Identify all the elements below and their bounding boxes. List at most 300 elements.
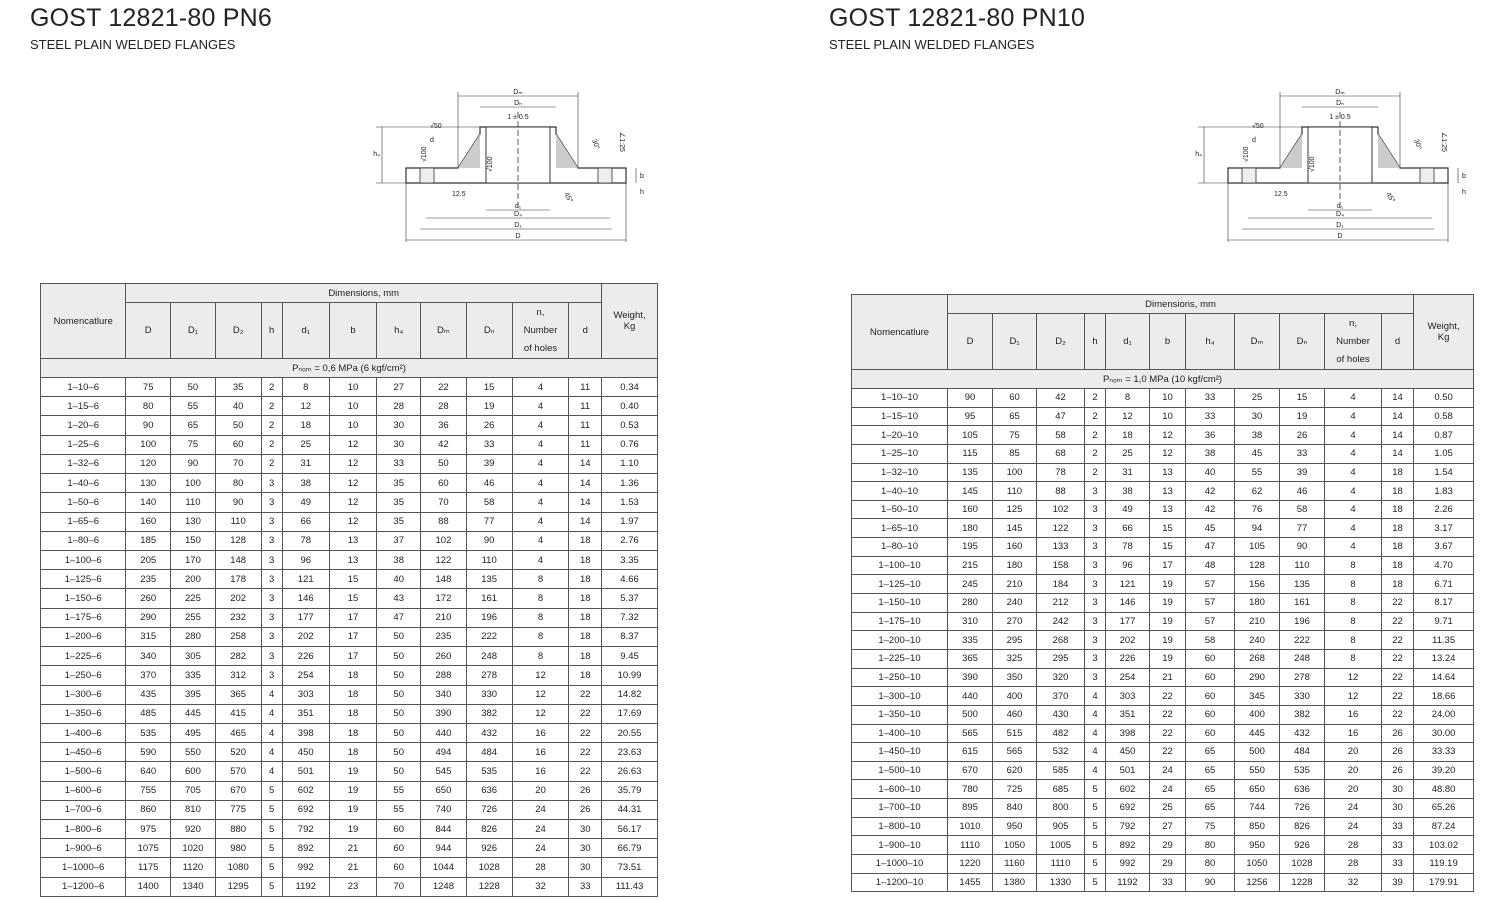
row-cell: 670 (215, 781, 261, 800)
row-nomenclature: 1–700–6 (41, 800, 126, 819)
row-cell: 282 (215, 647, 261, 666)
row-cell: 60 (1186, 687, 1235, 706)
row-cell: 222 (1280, 631, 1325, 650)
row-nomenclature: 1–500–6 (41, 762, 126, 781)
row-cell: 1.36 (602, 474, 658, 493)
table-row (852, 873, 1474, 892)
table-row (41, 877, 658, 896)
row-cell: 32 (1325, 873, 1382, 892)
row-cell: 235 (126, 570, 171, 589)
row-cell: 31 (1106, 463, 1150, 482)
row-cell: 10 (1150, 407, 1186, 426)
header-holes-line: of holes (1336, 353, 1370, 365)
row-cell: 196 (466, 608, 512, 627)
row-cell: 140 (126, 493, 171, 512)
row-cell: 30 (377, 416, 421, 435)
row-cell: 1455 (948, 873, 993, 892)
row-cell: 17 (329, 627, 377, 646)
header-dim: D (126, 303, 171, 359)
row-cell: 39.20 (1414, 761, 1474, 780)
row-cell: 726 (466, 800, 512, 819)
row-nomenclature: 1–800–6 (41, 820, 126, 839)
row-cell: 50 (377, 627, 421, 646)
header-dim: b (1150, 314, 1186, 370)
tolerance-label: 1 ± 0.5 (507, 114, 529, 121)
row-cell: 57 (1186, 612, 1235, 631)
table-row (852, 855, 1474, 874)
row-cell: 78 (1106, 538, 1150, 557)
row-cell: 395 (171, 685, 216, 704)
row-cell: 102 (421, 531, 467, 550)
row-cell: 16 (512, 762, 569, 781)
row-cell: 135 (1280, 575, 1325, 594)
row-cell: 4 (512, 416, 569, 435)
row-cell: 335 (948, 631, 993, 650)
row-cell: 5 (261, 858, 282, 877)
dimension-label: Dₘ (1335, 89, 1345, 96)
row-cell: 465 (215, 723, 261, 742)
row-cell: 926 (1280, 836, 1325, 855)
table-row (41, 474, 658, 493)
row-cell: 36 (421, 416, 467, 435)
row-cell: 22 (569, 704, 602, 723)
row-cell: 1.54 (1414, 463, 1474, 482)
row-cell: 33 (1382, 836, 1414, 855)
row-cell: 26 (569, 800, 602, 819)
row-cell: 115 (948, 444, 993, 463)
bolt-hole-right (1420, 168, 1434, 183)
row-cell: 96 (1106, 556, 1150, 575)
row-cell: 80 (215, 474, 261, 493)
row-cell: 30 (569, 820, 602, 839)
row-cell: 975 (126, 820, 171, 839)
row-nomenclature: 1–400–10 (852, 724, 948, 743)
row-cell: 800 (1037, 799, 1085, 818)
row-cell: 110 (215, 512, 261, 531)
row-cell: 33 (1186, 389, 1235, 408)
row-cell: 1028 (1280, 855, 1325, 874)
table-row (852, 594, 1474, 613)
row-cell: 20 (512, 781, 569, 800)
row-cell: 90 (466, 531, 512, 550)
row-cell: 440 (421, 723, 467, 742)
row-cell: 20.55 (602, 723, 658, 742)
row-cell: 2 (1085, 407, 1106, 426)
row-cell: 602 (1106, 780, 1150, 799)
row-cell: 18 (329, 723, 377, 742)
row-cell: 17 (329, 647, 377, 666)
row-cell: 70 (215, 454, 261, 473)
row-cell: 8 (512, 570, 569, 589)
row-cell: 180 (948, 519, 993, 538)
row-cell: 980 (215, 839, 261, 858)
row-cell: 258 (215, 627, 261, 646)
dimension-label: D (515, 233, 521, 240)
table-row (852, 612, 1474, 631)
row-cell: 254 (282, 666, 329, 685)
row-cell: 30.00 (1414, 724, 1474, 743)
table-row (852, 724, 1474, 743)
row-cell: 17 (1150, 556, 1186, 575)
row-cell: 22 (421, 378, 467, 397)
row-cell: 111.43 (602, 877, 658, 896)
row-nomenclature: 1–300–6 (41, 685, 126, 704)
row-cell: 501 (282, 762, 329, 781)
row-cell: 20 (1325, 743, 1382, 762)
row-cell: 14 (569, 512, 602, 531)
row-cell: 3 (261, 531, 282, 550)
row-cell: 180 (993, 556, 1037, 575)
angle-label: 30° (590, 138, 601, 151)
row-cell: 550 (171, 743, 216, 762)
row-nomenclature: 1–65–6 (41, 512, 126, 531)
right-title: GOST 12821-80 PN10 (829, 4, 1086, 32)
row-cell: 26 (569, 781, 602, 800)
row-cell: 60 (377, 820, 421, 839)
header-holes (1325, 314, 1382, 370)
row-cell: 14 (1382, 407, 1414, 426)
row-cell: 146 (282, 589, 329, 608)
row-nomenclature: 1–500–10 (852, 761, 948, 780)
row-cell: 755 (126, 781, 171, 800)
row-cell: 19 (1280, 407, 1325, 426)
row-cell: 445 (1235, 724, 1280, 743)
row-cell: 179.91 (1414, 873, 1474, 892)
row-cell: 222 (466, 627, 512, 646)
pressure-nominal: Pₙₒₘ = 0,6 MPa (6 kgf/cm²) (41, 359, 658, 378)
roughness-label: √50 (1252, 123, 1264, 130)
row-cell: 1220 (948, 855, 993, 874)
row-cell: 21 (329, 858, 377, 877)
table-row (41, 820, 658, 839)
table-row (41, 397, 658, 416)
row-cell: 515 (993, 724, 1037, 743)
row-cell: 4.66 (602, 570, 658, 589)
row-cell: 450 (282, 743, 329, 762)
table-row (41, 608, 658, 627)
row-cell: 1005 (1037, 836, 1085, 855)
row-cell: 19 (1150, 649, 1186, 668)
roughness-label: √50 (430, 123, 442, 130)
row-cell: 12 (1325, 668, 1382, 687)
row-cell: 1192 (1106, 873, 1150, 892)
row-cell: 10.99 (602, 666, 658, 685)
row-cell: 1175 (126, 858, 171, 877)
row-cell: 1330 (1037, 873, 1085, 892)
row-cell: 35 (215, 378, 261, 397)
row-cell: 315 (126, 627, 171, 646)
row-cell: 6.71 (1414, 575, 1474, 594)
table-row (852, 575, 1474, 594)
row-cell: 278 (1280, 668, 1325, 687)
row-cell: 19 (1150, 594, 1186, 613)
header-dimensions-group: Dimensions, mm (126, 284, 602, 303)
row-nomenclature: 1–25–6 (41, 435, 126, 454)
header-dim: h (261, 303, 282, 359)
row-cell: 3.17 (1414, 519, 1474, 538)
h4-label: h₄ (373, 151, 380, 158)
row-cell: 226 (1106, 649, 1150, 668)
row-cell: 1075 (126, 839, 171, 858)
table-row (41, 704, 658, 723)
row-cell: 415 (215, 704, 261, 723)
row-cell: 12 (282, 397, 329, 416)
row-cell: 55 (377, 800, 421, 819)
row-cell: 30 (1382, 780, 1414, 799)
row-cell: 303 (282, 685, 329, 704)
row-cell: 8.37 (602, 627, 658, 646)
row-nomenclature: 1–65–10 (852, 519, 948, 538)
tolerance-label: 1 ± 0.5 (1329, 114, 1351, 121)
row-nomenclature: 1–200–10 (852, 631, 948, 650)
header-dim: D₁ (993, 314, 1037, 370)
row-cell: 156 (1235, 575, 1280, 594)
row-cell: 55 (377, 781, 421, 800)
row-cell: 18 (282, 416, 329, 435)
row-cell: 484 (466, 743, 512, 762)
row-cell: 50 (421, 454, 467, 473)
row-cell: 1120 (171, 858, 216, 877)
row-cell: 60 (1186, 724, 1235, 743)
row-cell: 15 (1280, 389, 1325, 408)
row-cell: 30 (569, 858, 602, 877)
row-cell: 46 (1280, 482, 1325, 501)
row-cell: 310 (948, 612, 993, 631)
header-dim: D₂ (215, 303, 261, 359)
roughness-label: √100 (1309, 156, 1316, 172)
row-cell: 28 (421, 397, 467, 416)
row-cell: 110 (993, 482, 1037, 501)
row-cell: 148 (215, 550, 261, 569)
row-cell: 880 (215, 820, 261, 839)
b-label: b (1462, 173, 1466, 180)
row-cell: 3 (1085, 575, 1106, 594)
table-row (41, 627, 658, 646)
row-cell: 22 (1382, 705, 1414, 724)
row-cell: 145 (948, 482, 993, 501)
row-cell: 8 (512, 608, 569, 627)
header-holes-line: n, (1349, 317, 1357, 329)
row-cell: 95 (948, 407, 993, 426)
row-cell: 28 (377, 397, 421, 416)
table-row (852, 463, 1474, 482)
row-cell: 22 (1382, 668, 1414, 687)
row-cell: 12 (1150, 426, 1186, 445)
row-cell: 4 (261, 723, 282, 742)
table-row (852, 705, 1474, 724)
row-cell: 55 (1235, 463, 1280, 482)
row-cell: 76 (1235, 500, 1280, 519)
row-cell: 484 (1280, 743, 1325, 762)
row-cell: 1020 (171, 839, 216, 858)
row-cell: 325 (993, 649, 1037, 668)
dimension-label: D₁ (514, 222, 522, 229)
row-cell: 158 (1037, 556, 1085, 575)
row-cell: 18 (569, 550, 602, 569)
row-cell: 500 (948, 705, 993, 724)
row-cell: 65 (171, 416, 216, 435)
row-cell: 26.63 (602, 762, 658, 781)
dimension-label: Dₙ (514, 100, 522, 107)
header-holes-line: Number (1336, 335, 1370, 347)
row-cell: 2 (1085, 444, 1106, 463)
row-cell: 122 (421, 550, 467, 569)
row-cell: 135 (948, 463, 993, 482)
row-cell: 636 (1280, 780, 1325, 799)
row-cell: 295 (1037, 649, 1085, 668)
row-cell: 105 (1235, 538, 1280, 557)
row-cell: 24 (512, 800, 569, 819)
roughness-label: 12.5 (1274, 191, 1288, 198)
row-cell: 15 (1150, 519, 1186, 538)
row-nomenclature: 1–250–6 (41, 666, 126, 685)
row-cell: 4 (1325, 463, 1382, 482)
row-cell: 398 (282, 723, 329, 742)
row-cell: 240 (993, 594, 1037, 613)
row-cell: 22 (1382, 594, 1414, 613)
row-cell: 60 (377, 858, 421, 877)
row-cell: 5.37 (602, 589, 658, 608)
d-label: d (1252, 137, 1256, 144)
row-cell: 38 (377, 550, 421, 569)
row-cell: 268 (1235, 649, 1280, 668)
header-weight (1414, 295, 1474, 370)
row-cell: 90 (1280, 538, 1325, 557)
row-cell: 65 (1186, 799, 1235, 818)
header-holes-line: of holes (523, 342, 558, 354)
row-cell: 482 (1037, 724, 1085, 743)
row-cell: 4 (512, 397, 569, 416)
row-cell: 5 (1085, 799, 1106, 818)
row-cell: 177 (282, 608, 329, 627)
row-cell: 70 (421, 493, 467, 512)
row-cell: 33 (377, 454, 421, 473)
row-cell: 1044 (421, 858, 467, 877)
row-cell: 650 (421, 781, 467, 800)
row-cell: 57 (1186, 594, 1235, 613)
row-cell: 5 (261, 820, 282, 839)
row-nomenclature: 1–900–6 (41, 839, 126, 858)
row-cell: 460 (993, 705, 1037, 724)
row-cell: 19 (329, 762, 377, 781)
row-nomenclature: 1–175–10 (852, 612, 948, 631)
row-cell: 172 (421, 589, 467, 608)
right-subtitle: STEEL PLAIN WELDED FLANGES (829, 37, 1035, 52)
row-cell: 305 (171, 647, 216, 666)
row-cell: 30 (1382, 799, 1414, 818)
row-cell: 90 (171, 454, 216, 473)
row-cell: 2.26 (1414, 500, 1474, 519)
row-cell: 18 (329, 666, 377, 685)
row-cell: 80 (1186, 836, 1235, 855)
row-cell: 1.97 (602, 512, 658, 531)
row-nomenclature: 1–100–10 (852, 556, 948, 575)
row-cell: 810 (171, 800, 216, 819)
row-cell: 5 (1085, 780, 1106, 799)
row-cell: 42 (421, 435, 467, 454)
row-cell: 80 (126, 397, 171, 416)
row-cell: 18.66 (1414, 687, 1474, 706)
table-row (852, 538, 1474, 557)
row-cell: 12 (329, 474, 377, 493)
row-cell: 24 (1150, 761, 1186, 780)
row-cell: 1.83 (1414, 482, 1474, 501)
row-cell: 14.64 (1414, 668, 1474, 687)
flange-drawing-right (1190, 82, 1486, 250)
row-cell: 2 (261, 435, 282, 454)
row-cell: 177 (1106, 612, 1150, 631)
row-cell: 58 (1280, 500, 1325, 519)
row-cell: 450 (1106, 743, 1150, 762)
row-cell: 78 (1037, 463, 1085, 482)
row-nomenclature: 1–10–10 (852, 389, 948, 408)
row-cell: 62 (1235, 482, 1280, 501)
row-cell: 50 (377, 647, 421, 666)
row-cell: 4 (261, 743, 282, 762)
row-cell: 19 (329, 820, 377, 839)
row-cell: 27 (1150, 817, 1186, 836)
header-dim: h₄ (1186, 314, 1235, 370)
table-row (41, 666, 658, 685)
row-cell: 96 (282, 550, 329, 569)
dimension-label: D₄ (1336, 211, 1344, 218)
row-cell: 8 (512, 627, 569, 646)
table-row (41, 858, 658, 877)
row-cell: 3 (261, 666, 282, 685)
row-cell: 17 (329, 608, 377, 627)
row-nomenclature: 1–175–6 (41, 608, 126, 627)
row-cell: 9.45 (602, 647, 658, 666)
row-cell: 29 (1150, 855, 1186, 874)
header-dimensions-group: Dimensions, mm (948, 295, 1414, 314)
row-cell: 235 (421, 627, 467, 646)
row-cell: 278 (466, 666, 512, 685)
row-cell: 121 (282, 570, 329, 589)
row-cell: 4 (1325, 538, 1382, 557)
row-nomenclature: 1–100–6 (41, 550, 126, 569)
row-cell: 16 (512, 743, 569, 762)
table-row (41, 512, 658, 531)
row-cell: 944 (421, 839, 467, 858)
row-cell: 532 (1037, 743, 1085, 762)
row-cell: 295 (993, 631, 1037, 650)
dimension-label: d₁ (1336, 203, 1344, 210)
row-cell: 2 (261, 397, 282, 416)
row-cell: 50 (377, 685, 421, 704)
row-cell: 950 (993, 817, 1037, 836)
row-cell: 5 (1085, 817, 1106, 836)
row-cell: 485 (126, 704, 171, 723)
row-cell: 25 (282, 435, 329, 454)
row-cell: 18 (329, 743, 377, 762)
row-cell: 75 (171, 435, 216, 454)
row-cell: 312 (215, 666, 261, 685)
table-row (852, 426, 1474, 445)
row-cell: 16 (1325, 724, 1382, 743)
row-cell: 160 (948, 500, 993, 519)
header-d: d (569, 303, 602, 359)
row-cell: 33 (1382, 855, 1414, 874)
row-cell: 351 (282, 704, 329, 723)
row-cell: 4 (261, 685, 282, 704)
row-cell: 535 (126, 723, 171, 742)
row-cell: 77 (466, 512, 512, 531)
row-cell: 50 (377, 762, 421, 781)
row-cell: 840 (993, 799, 1037, 818)
row-cell: 39 (1382, 873, 1414, 892)
row-cell: 400 (1235, 705, 1280, 724)
row-cell: 18 (569, 627, 602, 646)
